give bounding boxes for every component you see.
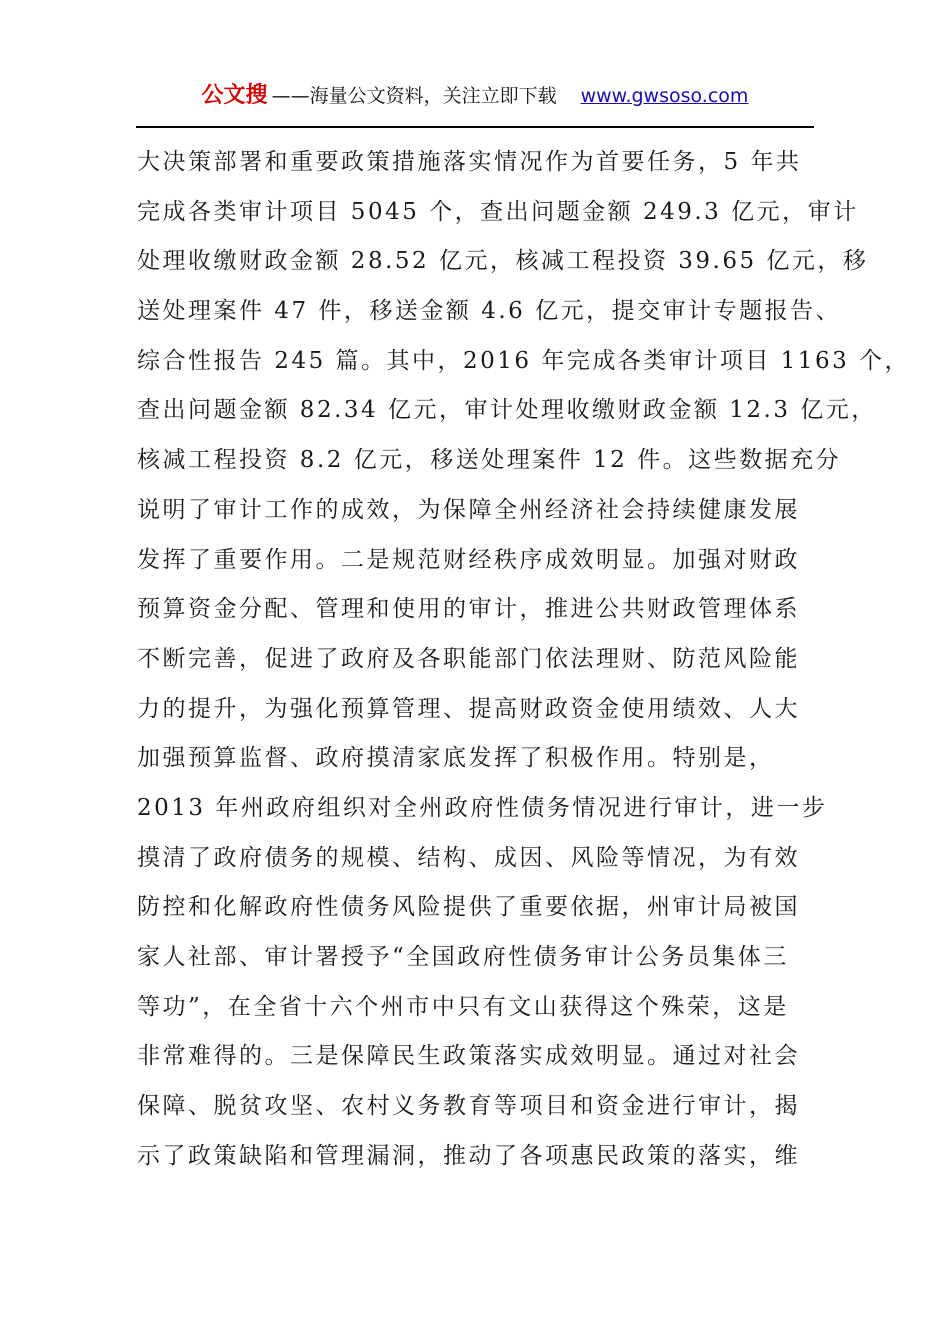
body-line: 核减工程投资 8.2 亿元，移送处理案件 12 件。这些数据充分: [137, 447, 842, 474]
brand-logo-text: 公文搜: [201, 83, 268, 108]
body-line: 送处理案件 47 件，移送金额 4.6 亿元，提交审计专题报告、: [137, 298, 842, 325]
body-line: 保障、脱贫攻坚、农村义务教育等项目和资金进行审计，揭: [137, 1093, 800, 1120]
body-line: 不断完善，促进了政府及各职能部门依法理财、防范风险能: [137, 645, 800, 672]
document-body: [137, 138, 911, 1181]
body-line: 加强预算监督、政府摸清家底发挥了积极作用。特别是，: [137, 745, 775, 772]
body-line: 摸清了政府债务的规模、结构、成因、风险等情况，为有效: [137, 844, 800, 871]
body-line: 示了政策缺陷和管理漏洞，推动了各项惠民政策的落实，维: [137, 1142, 800, 1169]
body-line: 非常难得的。三是保障民生政策落实成效明显。通过对社会: [137, 1043, 800, 1070]
body-line: 完成各类审计项目 5045 个，查出问题金额 249.3 亿元，审计: [137, 198, 859, 225]
body-line: 等功”，在全省十六个州市中只有文山获得这个殊荣，这是: [137, 993, 789, 1020]
body-line: 说明了审计工作的成效，为保障全州经济社会持续健康发展: [137, 496, 800, 523]
header-tagline: ——海量公文资料，关注立即下载: [271, 85, 557, 107]
body-line: 力的提升，为强化预算管理、提高财政资金使用绩效、人大: [137, 695, 800, 722]
body-line: 大决策部署和重要政策措施落实情况作为首要任务，5 年共: [137, 149, 802, 175]
body-line: 家人社部、审计署授予“全国政府性债务审计公务员集体三: [137, 944, 789, 970]
body-line: 查出问题金额 82.34 亿元，审计处理收缴财政金额 12.3 亿元，: [137, 397, 877, 424]
body-line: 综合性报告 245 篇。其中，2016 年完成各类审计项目 1163 个，: [137, 347, 911, 374]
body-line: 发挥了重要作用。二是规范财经秩序成效明显。加强对财政: [137, 546, 800, 573]
site-url-link[interactable]: www.gwsoso.com: [580, 85, 749, 107]
header-divider: [136, 126, 814, 128]
body-line: 防控和化解政府性债务风险提供了重要依据，州审计局被国: [137, 894, 800, 921]
body-line: 处理收缴财政金额 28.52 亿元，核减工程投资 39.65 亿元，移: [137, 248, 869, 275]
body-line: 预算资金分配、管理和使用的审计，推进公共财政管理体系: [137, 596, 800, 623]
page-header: [0, 78, 950, 114]
body-line: 2013 年州政府组织对全州政府性债务情况进行审计，进一步: [137, 794, 828, 821]
